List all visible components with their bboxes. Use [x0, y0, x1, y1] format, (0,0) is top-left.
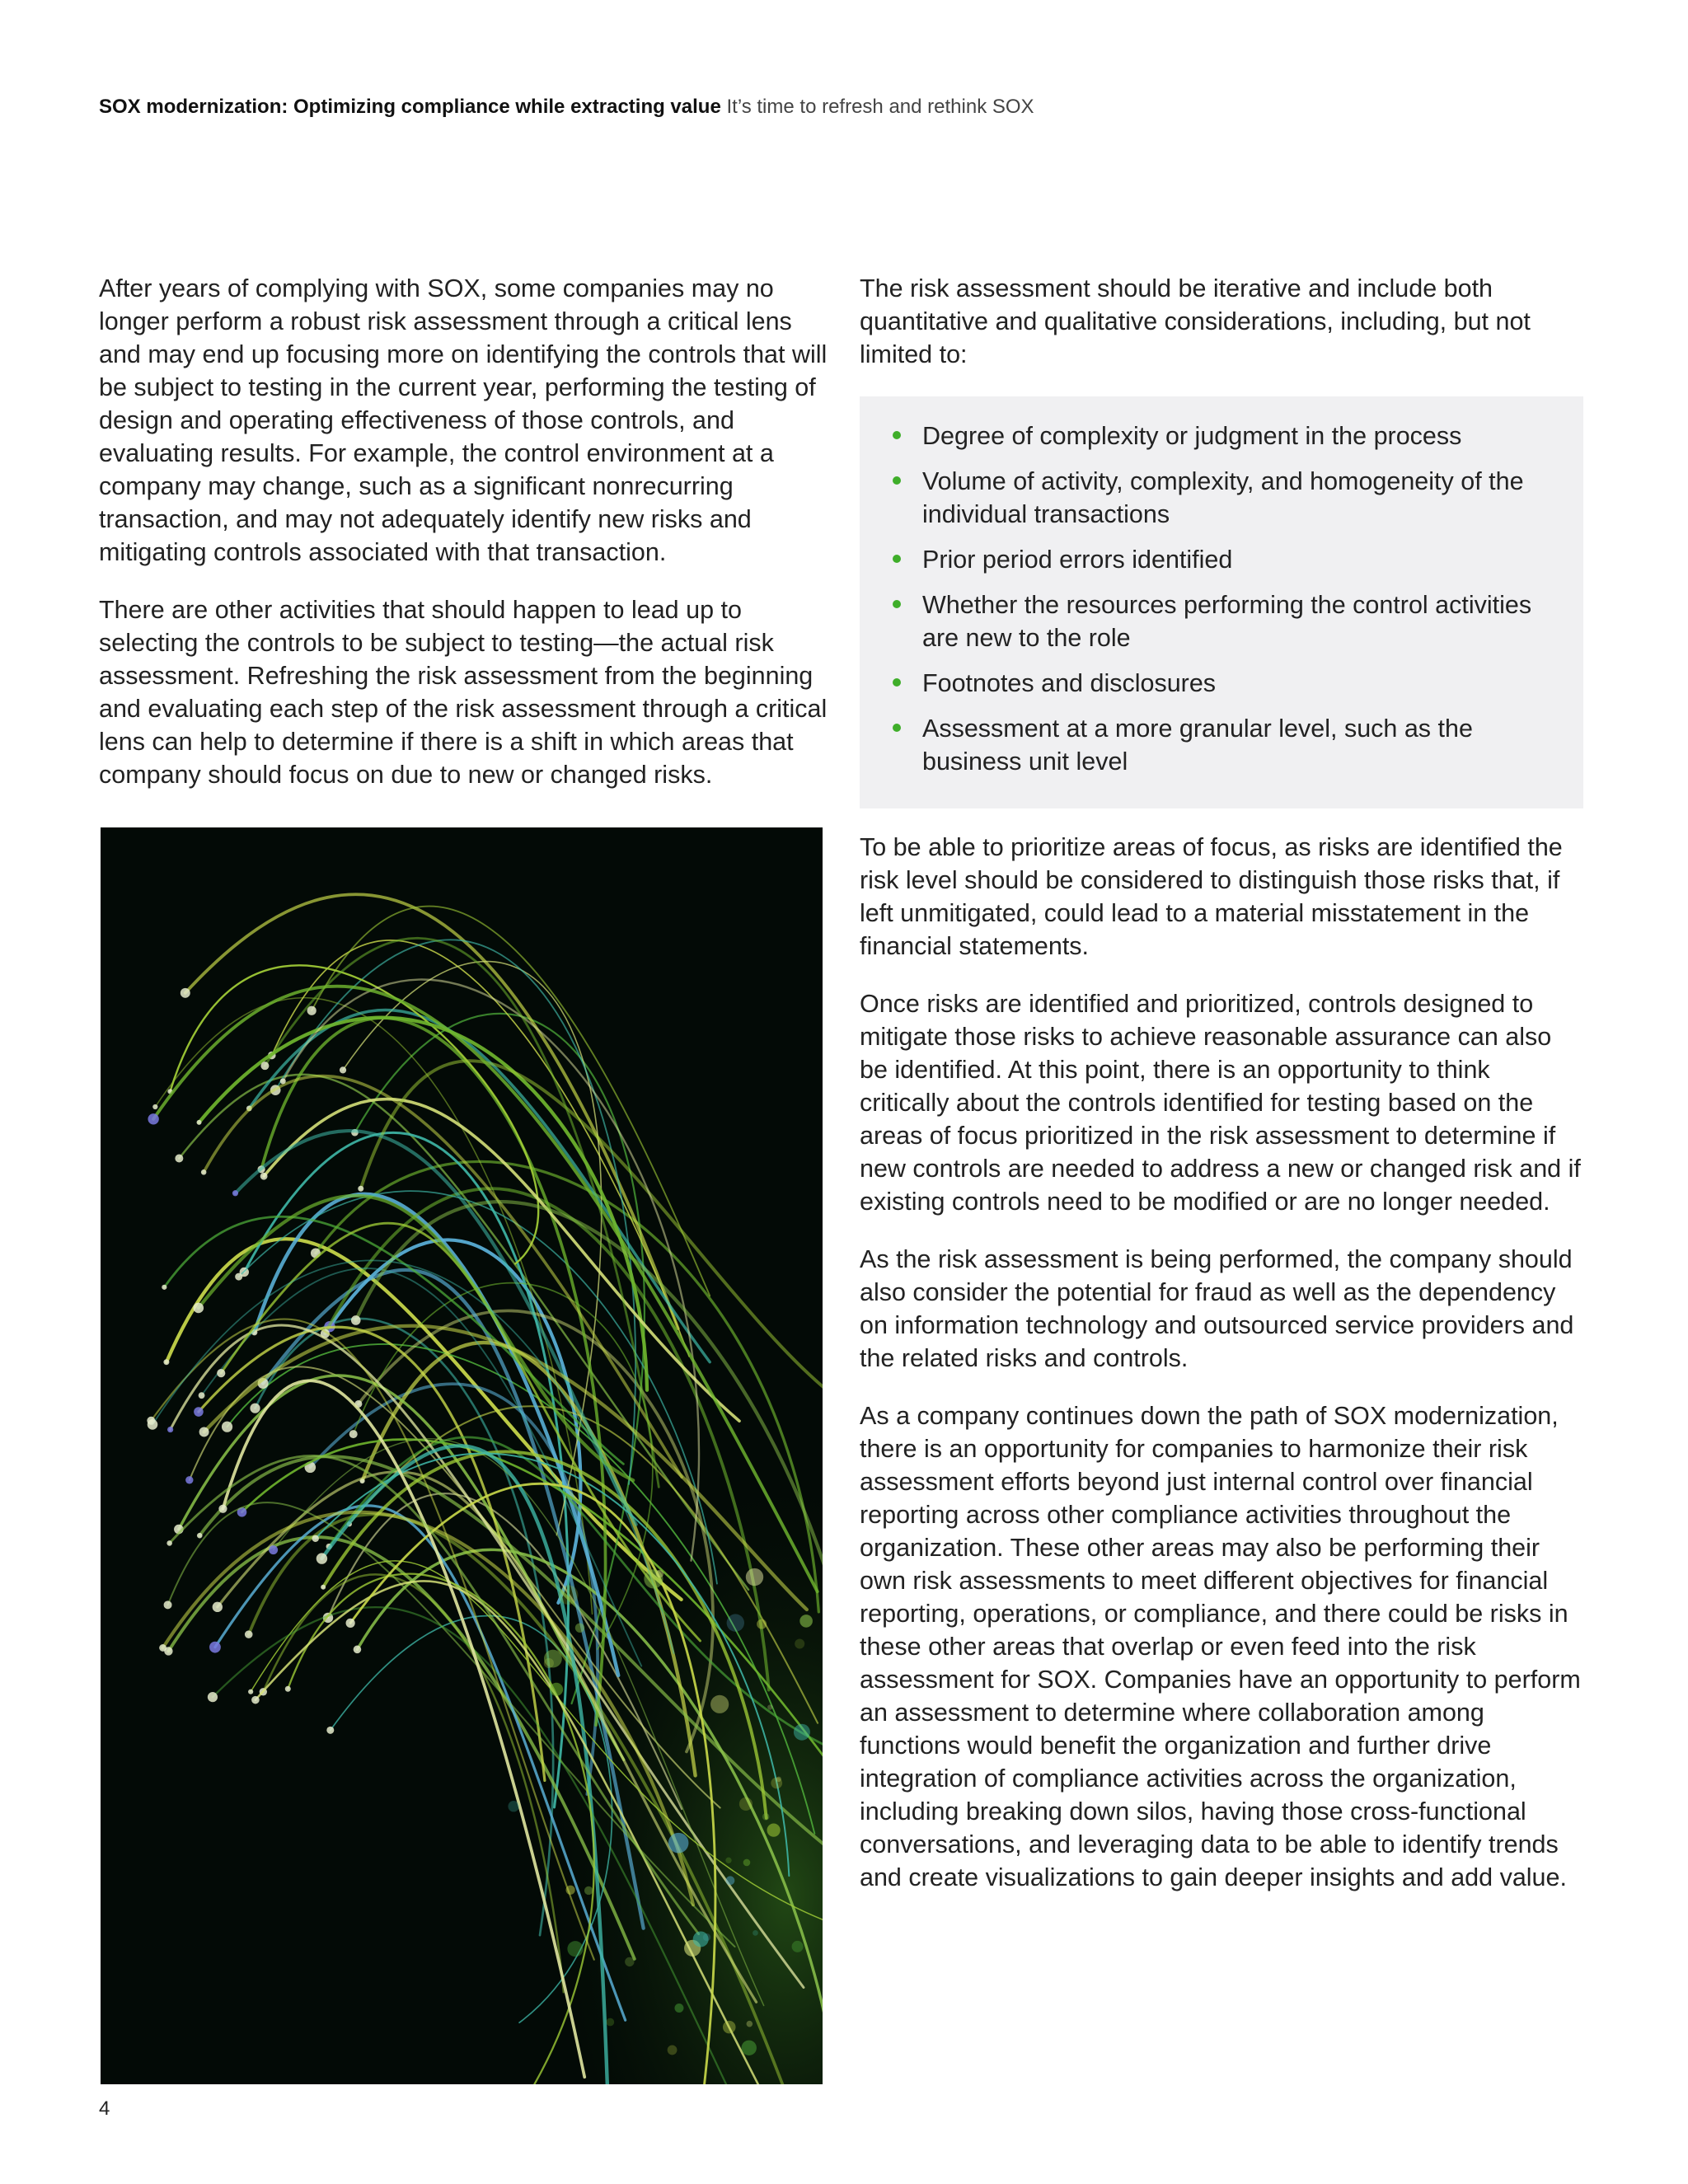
bokeh-dot [753, 1930, 758, 1936]
fiber-tip [166, 1540, 172, 1546]
bokeh-dot [710, 1695, 729, 1713]
bokeh-dot [723, 2021, 736, 2034]
fiber-tip [222, 1422, 232, 1432]
fiber-tip [218, 1505, 227, 1513]
bokeh-dot [792, 1941, 804, 1952]
fiber-tip [163, 1359, 169, 1365]
fiber-strands-illustration [101, 827, 823, 2084]
fiber-tip [260, 1173, 268, 1180]
body-paragraph: As the risk assessment is being performed, the company should also consider the potential for fraud as well as the dependency on information technology and outsourced service providers and the related risks and controls. [860, 1245, 1574, 1372]
fiber-tip [251, 1696, 260, 1704]
fiber-tip [316, 1553, 327, 1563]
bokeh-dot [674, 2004, 683, 2013]
fiber-tip [358, 1186, 363, 1192]
fiber-tip [197, 1533, 203, 1539]
fiber-tip [175, 1154, 183, 1162]
list-item [893, 712, 1550, 778]
fiber-tip [351, 1315, 361, 1325]
fiber-tip [185, 1476, 193, 1483]
decorative-fiber-image [101, 827, 823, 2084]
fiber-tip [167, 1427, 173, 1432]
fiber-tip [354, 1646, 362, 1654]
list-item [893, 465, 1550, 531]
bokeh-dot [794, 1724, 810, 1741]
document-subtitle: It’s time to refresh and rethink SOX [726, 96, 1034, 118]
list-item [893, 543, 1550, 576]
list-item-text: Degree of complexity or judgment in the process [922, 422, 1462, 450]
fiber-tip [199, 1392, 205, 1399]
fiber-tip [321, 1585, 326, 1590]
fiber-tip [164, 1601, 172, 1609]
body-paragraph: To be able to prioritize areas of focus, as risks are identified the risk level should be considered to distinguish those risks that, if left unmitigated, could lead to a material misstatement in the financial statements. [860, 833, 1563, 960]
fiber-tip [269, 1545, 278, 1554]
list-item-text: Assessment at a more granular level, such as the business unit level [922, 715, 1473, 776]
fiber-tip [312, 1535, 319, 1542]
bullet-icon [893, 431, 901, 439]
bullet-icon [893, 600, 901, 608]
left-column [99, 272, 828, 816]
bokeh-dot [746, 1568, 763, 1586]
bokeh-dot [625, 1957, 634, 1966]
fiber-tip [181, 988, 190, 998]
bullet-icon [893, 724, 901, 732]
fiber-tip [162, 1285, 166, 1290]
bokeh-dot [656, 1570, 663, 1577]
bokeh-dot [606, 2018, 614, 2027]
list-item-text: Volume of activity, complexity, and homogeneity of the individual transactions [922, 467, 1524, 528]
bokeh-dot [559, 1585, 579, 1605]
bullet-icon [893, 555, 901, 563]
bokeh-dot [668, 1833, 689, 1854]
fiber-tip [248, 1690, 253, 1694]
bokeh-dot [743, 1859, 751, 1867]
bokeh-dot [725, 1858, 731, 1863]
bokeh-dot [693, 1931, 709, 1947]
fiber-tip [285, 1686, 291, 1692]
fiber-tip [213, 1602, 223, 1612]
list-item [893, 419, 1550, 452]
document-title: SOX modernization: Optimizing compliance while extracting value [99, 96, 721, 118]
fiber-tip [194, 1407, 204, 1417]
fiber-tip [199, 1427, 209, 1436]
list-item [893, 667, 1550, 700]
considerations-list [893, 419, 1550, 778]
body-paragraph: There are other activities that should happen to lead up to selecting the controls to be subject to testing—the actual risk assessment. Refreshing the risk assessment from the beginning and evaluating each step of the risk assessment through a critical lens can help to determine if there is a shift in which areas that company should focus on due to new or changed risks. [99, 596, 828, 789]
body-paragraph: After years of complying with SOX, some companies may no longer perform a robust risk assessment through a critical lens and may end up focusing more on identifying the controls that will be subject to testing in the current year, performing the testing of design and operating effectiveness of those controls, and evaluating results. For example, the control environment at a company may change, such as a significant nonrecurring transaction, and may not adequately identify new risks and mitigating controls associated with that transaction. [99, 274, 828, 566]
fiber-tip [307, 1006, 316, 1015]
fiber-tip [349, 1430, 358, 1438]
body-paragraph: As a company continues down the path of SOX modernization, there is an opportunity for companies to harmonize their risk assessment efforts beyond just internal control over financial reporting across other compliance activities throughout the organization. These other areas may also be performing their own risk assessments to meet different objectives for financial reporting, operations, or compliance, and there could be risks in these other areas that overlap or even feed into the risk assessment for SOX. Companies have an opportunity to perform an assessment to determine where collaboration among functions would benefit the organization and further drive integration of compliance activities across the organization, including breaking down silos, having those cross-functional conversations, and leveraging data to be able to identify trends and create visualizations to gain deeper insights and add value. [860, 1402, 1581, 1891]
right-column-intro [860, 272, 1585, 396]
bokeh-dot [742, 2041, 757, 2055]
fiber-tip [208, 1692, 218, 1702]
bokeh-dot [726, 1876, 735, 1885]
fiber-tip [209, 1642, 221, 1653]
intro-paragraph: The risk assessment should be iterative and include both quantitative and qualitative considerations, including, but not limited to: [860, 274, 1531, 368]
bokeh-dot [575, 1623, 584, 1632]
bokeh-dot [739, 1797, 753, 1811]
bokeh-dot [762, 1813, 770, 1821]
bokeh-dot [771, 1778, 782, 1789]
fiber-tip [148, 1419, 158, 1430]
fiber-tip [340, 1066, 346, 1073]
list-item [893, 588, 1550, 654]
fiber-tip [159, 1644, 166, 1652]
considerations-callout [860, 396, 1583, 808]
page-header [99, 94, 1582, 120]
body-paragraph: Once risks are identified and prioritized, controls designed to mitigate those risks to achieve reasonable assurance can also be identified. At this point, there is an opportunity to think critically about the controls identified for testing based on the areas of focus prioritized in the risk assessment to determine if new controls are needed to address a new or changed risk and if existing controls need to be modified or are no longer needed. [860, 990, 1581, 1216]
bokeh-dot [567, 1941, 583, 1957]
fiber-tip [152, 1104, 157, 1109]
bokeh-dot [727, 1614, 744, 1631]
bokeh-dot [566, 1886, 575, 1895]
fiber-tip [346, 1619, 355, 1628]
bokeh-dot [668, 2046, 678, 2055]
fiber-tip [280, 1078, 286, 1084]
bokeh-dot [550, 1683, 563, 1696]
bullet-icon [893, 678, 901, 687]
fiber-tip [326, 1727, 334, 1734]
list-item-text: Footnotes and disclosures [922, 669, 1217, 697]
page-number: 4 [99, 2097, 110, 2120]
bokeh-dot [584, 1886, 593, 1895]
right-column-body [860, 831, 1585, 1919]
fiber-tip [193, 1303, 204, 1314]
bokeh-dot [767, 1704, 772, 1709]
fiber-tip [245, 1630, 253, 1638]
bokeh-dot [767, 1824, 781, 1837]
bokeh-dot [795, 1639, 804, 1649]
list-item-text: Whether the resources performing the control activities are new to the role [922, 591, 1532, 652]
fiber-tip [148, 1113, 158, 1124]
fiber-tip [197, 1120, 202, 1125]
bokeh-dot [757, 1619, 767, 1629]
fiber-tip [232, 1190, 238, 1196]
fiber-tip [217, 1369, 225, 1377]
bokeh-dot [508, 1801, 518, 1811]
bullet-icon [893, 476, 901, 485]
fiber-tip [235, 1273, 242, 1281]
fiber-tip [260, 1062, 269, 1070]
bokeh-dot [544, 1650, 562, 1668]
list-item-text: Prior period errors identified [922, 546, 1233, 574]
fiber-tip [201, 1169, 207, 1175]
bokeh-dot [799, 1615, 813, 1628]
fiber-tip [250, 1404, 260, 1413]
bokeh-dot [747, 2021, 753, 2027]
